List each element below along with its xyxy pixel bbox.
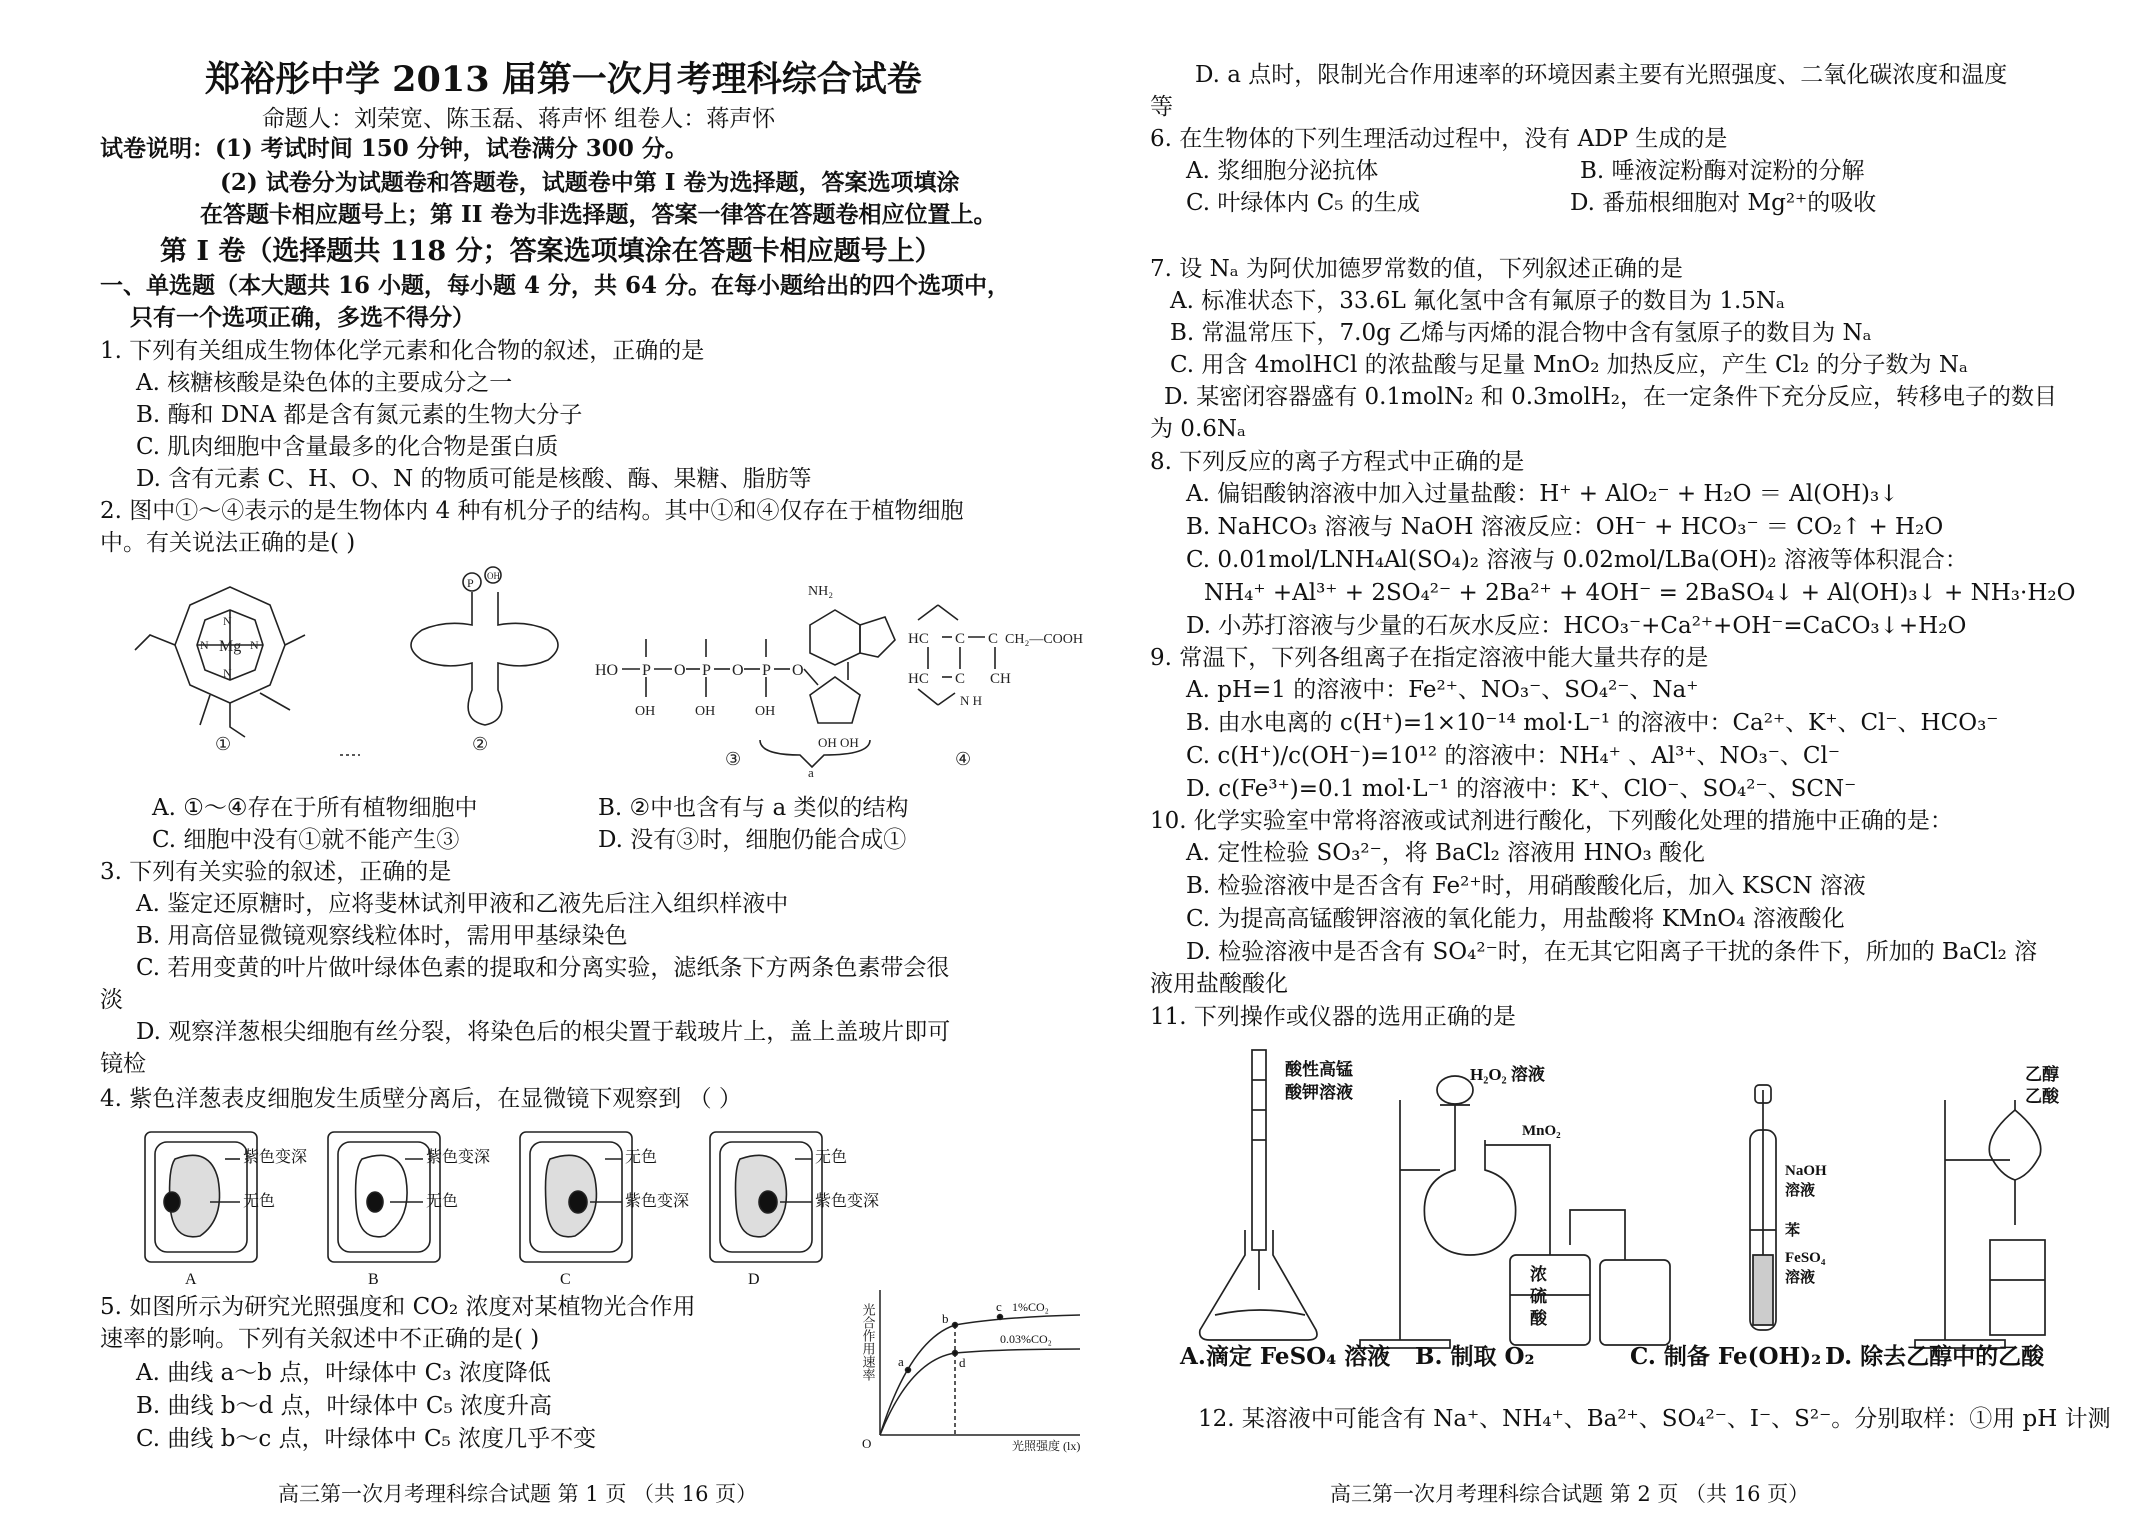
q10-stem: 10. 化学实验室中常将溶液或试剂进行酸化，下列酸化处理的措施中正确的是：: [1150, 808, 1953, 834]
q9-option-c: C. c(H⁺)/c(OH⁻)=10¹² 的溶液中：NH₄⁺ 、Al³⁺、NO₃⁻、Cl⁻: [1186, 743, 1840, 769]
q2-molecule-figure: [100, 565, 1083, 780]
svg-text:HC: HC: [908, 671, 929, 687]
q3-option-d: D. 观察洋葱根尖细胞有丝分裂，将染色后的根尖置于载玻片上，盖上盖玻片即可: [136, 1019, 951, 1045]
svg-text:酸钾溶液: 酸钾溶液: [1285, 1083, 1353, 1102]
q10-option-d: D. 检验溶液中是否含有 SO₄²⁻时，在无其它阳离子干扰的条件下，所加的 BaCl₂ 溶: [1186, 939, 2038, 965]
q3-option-b: B. 用高倍显微镜观察线粒体时，需用甲基绿染色: [136, 923, 628, 949]
svg-text:P: P: [467, 576, 474, 590]
q6-option-d: D. 番茄根细胞对 Mg²⁺的吸收: [1570, 190, 1877, 216]
q2-stem-cont: 中。有关说法正确的是( ): [100, 530, 356, 556]
left-page-footer: 高三第一次月考理科综合试题 第 1 页 （共 16 页）: [278, 1482, 758, 1506]
q4-cell-figure: [100, 1124, 1060, 1289]
q7-option-a: A. 标准状态下，33.6L 氟化氢中含有氟原子的数目为 1.5Nₐ: [1170, 288, 1785, 314]
svg-text:B: B: [368, 1271, 379, 1288]
q1-option-d: D. 含有元素 C、H、O、N 的物质可能是核酸、酶、果糖、脂肪等: [136, 466, 812, 492]
q2-option-a: A. ①～④存在于所有植物细胞中: [152, 795, 478, 821]
svg-text:O: O: [674, 662, 686, 679]
q5-option-a: A. 曲线 a～b 点，叶绿体中 C₃ 浓度降低: [136, 1360, 551, 1386]
apparatus-c-feoh2: [1750, 1085, 1827, 1330]
svg-text:P: P: [702, 662, 711, 679]
apparatus-a-titration: [1200, 1050, 1353, 1340]
svg-text:无色: 无色: [243, 1193, 276, 1210]
iaa-structure: [908, 605, 1083, 769]
right-page-footer: 高三第一次月考理科综合试题 第 2 页 （共 16 页）: [1330, 1482, 1810, 1506]
q1-option-b: B. 酶和 DNA 都是含有氮元素的生物大分子: [136, 402, 583, 428]
cell-d: [710, 1132, 879, 1288]
q12-stem: 12. 某溶液中可能含有 Na⁺、NH₄⁺、Ba²⁺、SO₄²⁻、I⁻、S²⁻。分别取样：①用 pH 计测: [1198, 1406, 2111, 1432]
q2-option-d: D. 没有③时，细胞仍能合成①: [598, 827, 907, 853]
q2-stem: 2. 图中①～④表示的是生物体内 4 种有机分子的结构。其中①和④仅存在于植物细胞: [100, 498, 964, 524]
q6-option-b: B. 唾液淀粉酶对淀粉的分解: [1580, 158, 1865, 184]
q6-option-a: A. 浆细胞分泌抗体: [1186, 158, 1379, 184]
q8-option-b: B. NaHCO₃ 溶液与 NaOH 溶液反应：OH⁻ + HCO₃⁻ ＝ CO₂↑ + H₂O: [1186, 514, 1944, 540]
svg-text:O: O: [732, 662, 744, 679]
q5-stem-cont: 速率的影响。下列有关叙述中不正确的是( ): [100, 1326, 540, 1352]
svg-text:HC: HC: [908, 631, 929, 647]
svg-text:OH: OH: [755, 704, 776, 719]
chlorophyll-structure: [135, 587, 360, 755]
q2-option-c: C. 细胞中没有①就不能产生③: [152, 827, 460, 853]
q5-option-b: B. 曲线 b～d 点，叶绿体中 C₅ 浓度升高: [136, 1393, 553, 1419]
svg-text:C: C: [988, 631, 999, 647]
legend-1pct: 1%CO₂: [1012, 1300, 1049, 1314]
q6-option-c: C. 叶绿体内 C₅ 的生成: [1186, 190, 1420, 216]
svg-text:紫色变深: 紫色变深: [815, 1193, 880, 1210]
part-title: 第 I 卷（选择题共 118 分；答案选项填涂在答题卡相应题号上）: [160, 236, 942, 267]
q3-option-a: A. 鉴定还原糖时，应将斐林试剂甲液和乙液先后注入组织样液中: [136, 891, 789, 917]
apparatus-d-separation: [1915, 1064, 2060, 1348]
benzene-label: 苯: [1785, 1223, 1801, 1239]
svg-text:a: a: [898, 1354, 904, 1369]
q1-option-c: C. 肌肉细胞中含量最多的化合物是蛋白质: [136, 434, 559, 460]
svg-text:③: ③: [725, 749, 742, 769]
svg-text:D: D: [748, 1271, 760, 1288]
q8-stem: 8. 下列反应的离子方程式中正确的是: [1150, 449, 1525, 475]
q10-option-b: B. 检验溶液中是否含有 Fe²⁺时，用硝酸酸化后，加入 KSCN 溶液: [1186, 873, 1866, 899]
svg-text:N: N: [200, 638, 209, 652]
q9-option-d: D. c(Fe³⁺)=0.1 mol·L⁻¹ 的溶液中：K⁺、ClO⁻、SO₄²⁻、SCN⁻: [1186, 776, 1857, 802]
svg-text:OH OH: OH OH: [818, 735, 859, 750]
atp-structure: [595, 584, 895, 780]
q5-option-d: D. a 点时，限制光合作用速率的环境因素主要有光照强度、二氧化碳浓度和温度: [1195, 62, 2008, 88]
svg-text:无色: 无色: [625, 1149, 658, 1166]
q10-option-a: A. 定性检验 SO₃²⁻，将 BaCl₂ 溶液用 HNO₃ 酸化: [1186, 840, 1706, 866]
svg-text:N: N: [223, 666, 232, 680]
ethanol-label: 乙醇: [2025, 1065, 2059, 1084]
svg-text:无色: 无色: [426, 1193, 459, 1210]
q8-option-d: D. 小苏打溶液与少量的石灰水反应：HCO₃⁻+Ca²⁺+OH⁻=CaCO₃↓+H₂O: [1186, 613, 1967, 639]
svg-text:c: c: [996, 1299, 1002, 1314]
svg-text:④: ④: [955, 749, 972, 769]
svg-text:②: ②: [472, 734, 489, 754]
svg-text:紫色变深: 紫色变深: [426, 1149, 491, 1166]
q8-option-c-equation: NH₄⁺ +Al³⁺ + 2SO₄²⁻ + 2Ba²⁺ + 4OH⁻ = 2BaSO₄↓ + Al(OH)₃↓ + NH₃·H₂O: [1204, 580, 2076, 606]
kmno4-label: 酸性高锰: [1285, 1060, 1353, 1079]
svg-text:紫色变深: 紫色变深: [243, 1149, 308, 1166]
q1-option-a: A. 核糖核酸是染色体的主要成分之一: [136, 370, 513, 396]
q2-option-b: B. ②中也含有与 a 类似的结构: [598, 795, 909, 821]
q8-option-a: A. 偏铝酸钠溶液中加入过量盐酸：H⁺ + AlO₂⁻ + H₂O ＝ Al(OH)₃↓: [1186, 481, 1899, 507]
svg-text:A: A: [185, 1271, 197, 1288]
q3-option-c: C. 若用变黄的叶片做叶绿体色素的提取和分离实验，滤纸条下方两条色素带会很: [136, 955, 950, 981]
section-heading-1: 一、单选题（本大题共 16 小题，每小题 4 分，共 64 分。在每小题给出的四个选项中，: [100, 272, 1011, 299]
x-axis-label: 光照强度 (lx): [1012, 1439, 1081, 1453]
q11-caption-d: D. 除去乙醇中的乙酸: [1825, 1343, 2045, 1370]
svg-text:P: P: [762, 662, 771, 679]
q5-option-c: C. 曲线 b～c 点，叶绿体中 C₅ 浓度几乎不变: [136, 1426, 597, 1452]
svg-text:硫: 硫: [1530, 1287, 1547, 1306]
naoh-label: NaOH: [1785, 1163, 1827, 1179]
svg-text:无色: 无色: [815, 1149, 848, 1166]
svg-text:紫色变深: 紫色变深: [625, 1193, 690, 1210]
svg-text:O: O: [862, 1436, 872, 1451]
svg-text:CH₂—COOH: CH₂—COOH: [1005, 632, 1083, 647]
q8-option-c: C. 0.01mol/LNH₄Al(SO₄)₂ 溶液与 0.02mol/LBa(OH)₂ 溶液等体积混合：: [1186, 547, 1968, 573]
svg-text:乙酸: 乙酸: [2025, 1087, 2059, 1106]
section-heading-2: 只有一个选项正确，多选不得分）: [130, 304, 475, 331]
q10-option-d-cont: 液用盐酸酸化: [1150, 971, 1288, 997]
svg-text:溶液: 溶液: [1785, 1270, 1816, 1286]
svg-text:Mg: Mg: [219, 638, 242, 655]
cell-b: [328, 1132, 490, 1288]
q3-option-d-cont: 镜检: [100, 1051, 146, 1077]
q1-stem: 1. 下列有关组成生物体化学元素和化合物的叙述，正确的是: [100, 338, 705, 364]
svg-text:①: ①: [215, 734, 232, 754]
svg-text:溶液: 溶液: [1785, 1183, 1816, 1199]
q9-option-b: B. 由水电离的 c(H⁺)=1×10⁻¹⁴ mol·L⁻¹ 的溶液中：Ca²⁺、K⁺、Cl⁻、HCO₃⁻: [1186, 710, 1999, 736]
svg-text:OH: OH: [487, 571, 500, 581]
svg-text:O: O: [792, 662, 804, 679]
q10-option-c: C. 为提高高锰酸钾溶液的氧化能力，用盐酸将 KMnO₄ 溶液酸化: [1186, 906, 1845, 932]
q7-option-d-cont: 为 0.6Nₐ: [1150, 416, 1246, 442]
svg-text:N: N: [250, 638, 259, 652]
curve-003pct-co2: [880, 1349, 1080, 1435]
q11-caption-c: C. 制备 Fe(OH)₂: [1630, 1343, 1822, 1370]
svg-text:N: N: [223, 614, 232, 628]
q9-option-a: A. pH=1 的溶液中：Fe²⁺、NO₃⁻、SO₄²⁻、Na⁺: [1186, 677, 1699, 703]
q11-apparatus-figure: [1170, 1040, 2090, 1365]
svg-text:OH: OH: [695, 704, 716, 719]
svg-text:b: b: [942, 1311, 949, 1326]
svg-text:C: C: [560, 1271, 571, 1288]
svg-text:d: d: [959, 1355, 966, 1370]
exam-note-2: (2) 试卷分为试题卷和答题卷，试题卷中第 I 卷为选择题，答案选项填涂: [220, 169, 960, 196]
legend-003pct: 0.03%CO₂: [1000, 1332, 1052, 1346]
y-axis-label: 光合作用速率: [860, 1303, 876, 1381]
svg-text:a: a: [808, 765, 814, 780]
svg-text:C: C: [955, 631, 966, 647]
q4-stem: 4. 紫色洋葱表皮细胞发生质壁分离后，在显微镜下观察到 （ ）: [100, 1086, 742, 1112]
cell-c: [520, 1132, 689, 1288]
svg-text:C: C: [955, 671, 966, 687]
svg-text:CH: CH: [990, 671, 1011, 687]
exam-note-3: 在答题卡相应题号上；第 II 卷为非选择题，答案一律答在答题卷相应位置上。: [200, 201, 997, 228]
apparatus-b-oxygen: [1360, 1064, 1670, 1348]
cell-a: [145, 1132, 307, 1288]
q11-caption-b: B. 制取 O₂: [1415, 1343, 1535, 1370]
q11-caption-a: A.滴定 FeSO₄ 溶液: [1180, 1343, 1391, 1370]
q7-stem: 7. 设 Nₐ 为阿伏加德罗常数的值，下列叙述正确的是: [1150, 256, 1683, 282]
q3-stem: 3. 下列有关实验的叙述，正确的是: [100, 859, 452, 885]
q7-option-d: D. 某密闭容器盛有 0.1molN₂ 和 0.3molH₂，在一定条件下充分反应，转移电子的数目: [1164, 384, 2057, 410]
svg-text:OH: OH: [635, 704, 656, 719]
h2so4-label: 浓: [1530, 1265, 1547, 1284]
q7-option-b: B. 常温常压下，7.0g 乙烯与丙烯的混合物中含有氢原子的数目为 Nₐ: [1170, 320, 1872, 346]
svg-text:P: P: [642, 662, 651, 679]
exam-note-1: 试卷说明：(1) 考试时间 150 分钟，试卷满分 300 分。: [100, 135, 688, 162]
q6-stem: 6. 在生物体的下列生理活动过程中，没有 ADP 生成的是: [1150, 126, 1728, 152]
q9-stem: 9. 常温下，下列各组离子在指定溶液中能大量共存的是: [1150, 645, 1709, 671]
exam-title: 郑裕彤中学 2013 届第一次月考理科综合试卷: [205, 59, 922, 100]
q5-stem: 5. 如图所示为研究光照强度和 CO₂ 浓度对某植物光合作用: [100, 1294, 696, 1320]
svg-text:N H: N H: [960, 693, 983, 708]
q5-option-d-cont: 等: [1150, 94, 1173, 120]
trna-structure: [411, 567, 558, 754]
h2o2-label: H₂O₂ 溶液: [1470, 1065, 1545, 1084]
feso4-label: FeSO₄: [1785, 1250, 1826, 1266]
q5-photosynthesis-graph: [750, 1285, 1100, 1455]
svg-text:酸: 酸: [1530, 1309, 1547, 1328]
q3-option-c-cont: 淡: [100, 987, 123, 1013]
q11-stem: 11. 下列操作或仪器的选用正确的是: [1150, 1004, 1516, 1030]
svg-text:NH₂: NH₂: [808, 584, 834, 599]
q7-option-c: C. 用含 4molHCl 的浓盐酸与足量 MnO₂ 加热反应，产生 Cl₂ 的分子数为 Nₐ: [1170, 352, 1968, 378]
exam-authors: 命题人：刘荣宽、陈玉磊、蒋声怀 组卷人：蒋声怀: [262, 106, 776, 132]
svg-text:HO: HO: [595, 662, 619, 679]
mno2-label: MnO₂: [1522, 1123, 1561, 1139]
